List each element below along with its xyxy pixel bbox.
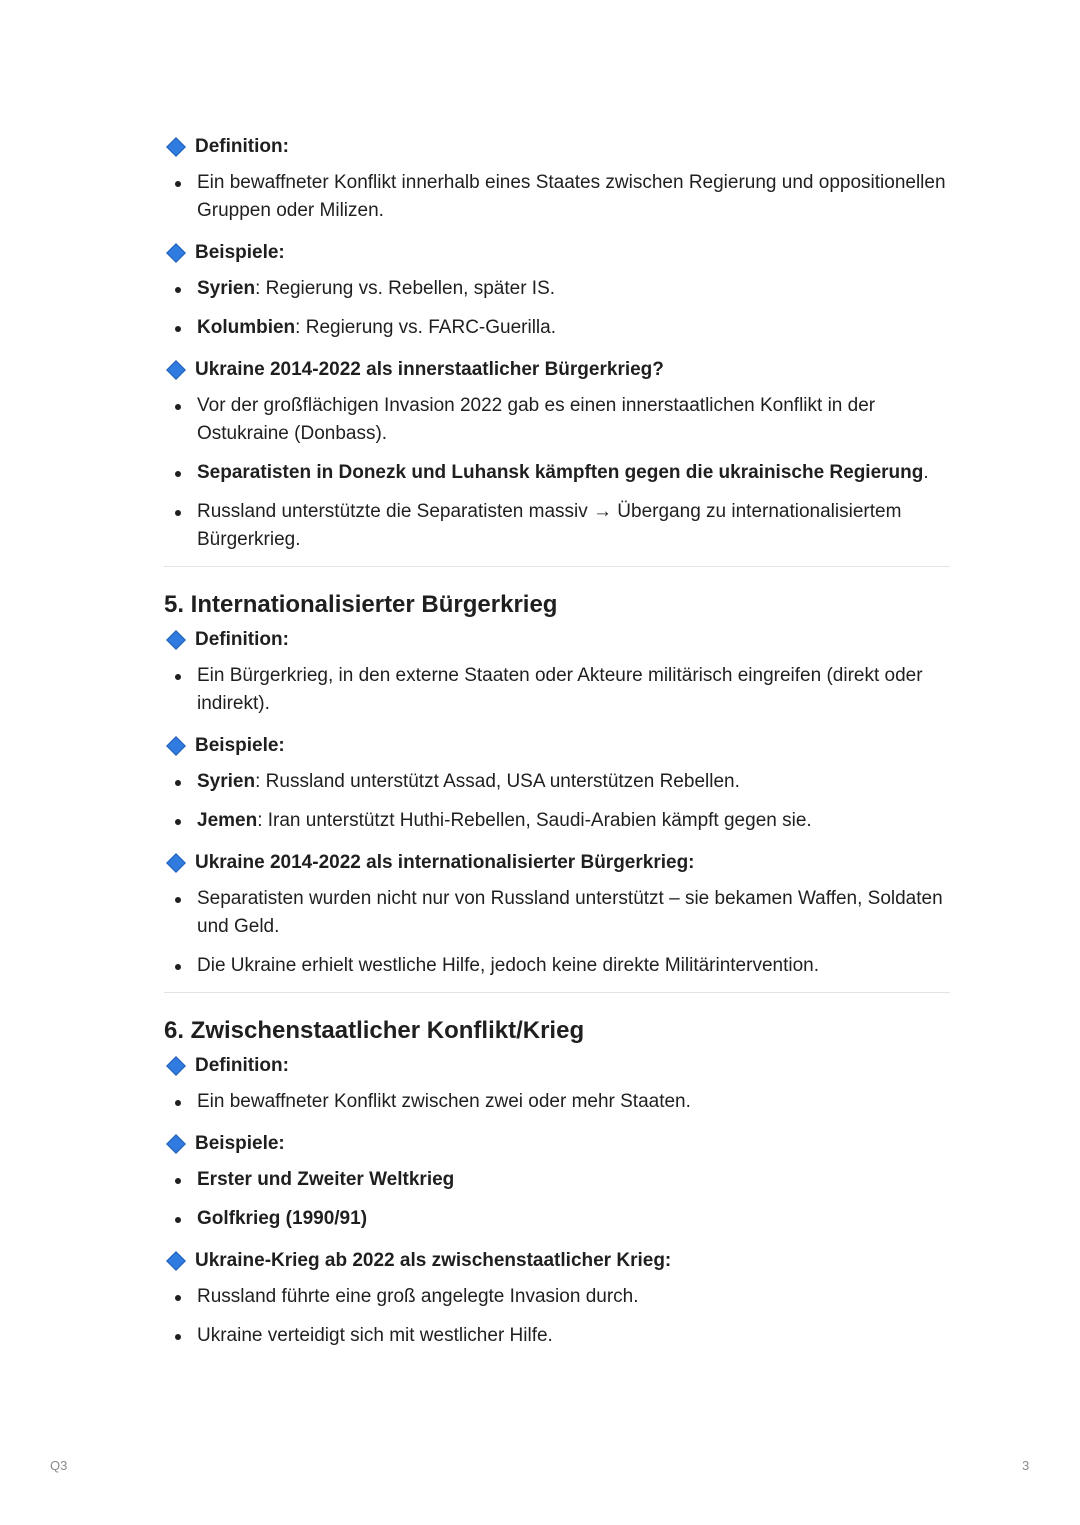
page-number: 3	[1022, 1458, 1030, 1473]
blue-diamond-icon	[166, 1056, 186, 1076]
ukraine-list	[164, 1283, 950, 1350]
list-item: Separatisten in Donezk und Luhansk kämpften gegen die ukrainische Regierung.	[164, 459, 950, 487]
list-item: Syrien: Regierung vs. Rebellen, später IS.	[164, 275, 950, 303]
section-divider	[164, 566, 950, 567]
examples-list	[164, 1166, 950, 1233]
section-divider	[164, 992, 950, 993]
list-item: Ein bewaffneter Konflikt innerhalb eines Staates zwischen Regierung und oppositionellen Gruppen oder Milizen.	[164, 169, 950, 225]
footer-label: Q3	[50, 1458, 68, 1473]
ukraine-heading: Ukraine 2014-2022 als innerstaatlicher Bürgerkrieg?	[164, 353, 950, 387]
definition-list	[164, 1088, 950, 1116]
blue-diamond-icon	[166, 360, 186, 380]
list-item: Russland führte eine groß angelegte Invasion durch.	[164, 1283, 950, 1311]
list-item: Kolumbien: Regierung vs. FARC-Guerilla.	[164, 314, 950, 342]
ukraine-heading: Ukraine-Krieg ab 2022 als zwischenstaatlicher Krieg:	[164, 1244, 950, 1278]
definition-heading: Definition:	[164, 130, 950, 164]
list-item: Ukraine verteidigt sich mit westlicher Hilfe.	[164, 1322, 950, 1350]
section-title: 5. Internationalisierter Bürgerkrieg	[164, 591, 558, 618]
list-item: Jemen: Iran unterstützt Huthi-Rebellen, Saudi-Arabien kämpft gegen sie.	[164, 807, 950, 835]
blue-diamond-icon	[166, 137, 186, 157]
blue-diamond-icon	[166, 1134, 186, 1154]
list-item: Syrien: Russland unterstützt Assad, USA unterstützen Rebellen.	[164, 768, 950, 796]
definition-heading: Definition:	[164, 623, 950, 657]
list-item: Vor der großflächigen Invasion 2022 gab es einen innerstaatlichen Konflikt in der Ostukraine (Donbass).	[164, 392, 950, 448]
list-item: Die Ukraine erhielt westliche Hilfe, jedoch keine direkte Militärintervention.	[164, 952, 950, 980]
list-item: Russland unterstützte die Separatisten massiv → Übergang zu internationalisiertem Bürgerkrieg.	[164, 498, 950, 554]
list-item: Ein Bürgerkrieg, in den externe Staaten oder Akteure militärisch eingreifen (direkt oder indirekt).	[164, 662, 950, 718]
ukraine-heading: Ukraine 2014-2022 als internationalisierter Bürgerkrieg:	[164, 846, 950, 880]
section-title: 6. Zwischenstaatlicher Konflikt/Krieg	[164, 1017, 585, 1044]
ukraine-list	[164, 885, 950, 980]
definition-heading: Definition:	[164, 1049, 950, 1083]
definition-list	[164, 169, 950, 225]
examples-list	[164, 768, 950, 835]
definition-list	[164, 662, 950, 718]
blue-diamond-icon	[166, 630, 186, 650]
list-item: Erster und Zweiter Weltkrieg	[164, 1166, 950, 1194]
ukraine-list	[164, 392, 950, 554]
examples-list	[164, 275, 950, 342]
list-item: Separatisten wurden nicht nur von Russland unterstützt – sie bekamen Waffen, Soldaten und Geld.	[164, 885, 950, 941]
examples-heading: Beispiele:	[164, 729, 950, 763]
list-item: Ein bewaffneter Konflikt zwischen zwei oder mehr Staaten.	[164, 1088, 950, 1116]
examples-heading: Beispiele:	[164, 236, 950, 270]
examples-heading: Beispiele:	[164, 1127, 950, 1161]
blue-diamond-icon	[166, 853, 186, 873]
blue-diamond-icon	[166, 1251, 186, 1271]
list-item: Golfkrieg (1990/91)	[164, 1205, 950, 1233]
blue-diamond-icon	[166, 243, 186, 263]
document-page	[164, 128, 950, 1361]
blue-diamond-icon	[166, 736, 186, 756]
